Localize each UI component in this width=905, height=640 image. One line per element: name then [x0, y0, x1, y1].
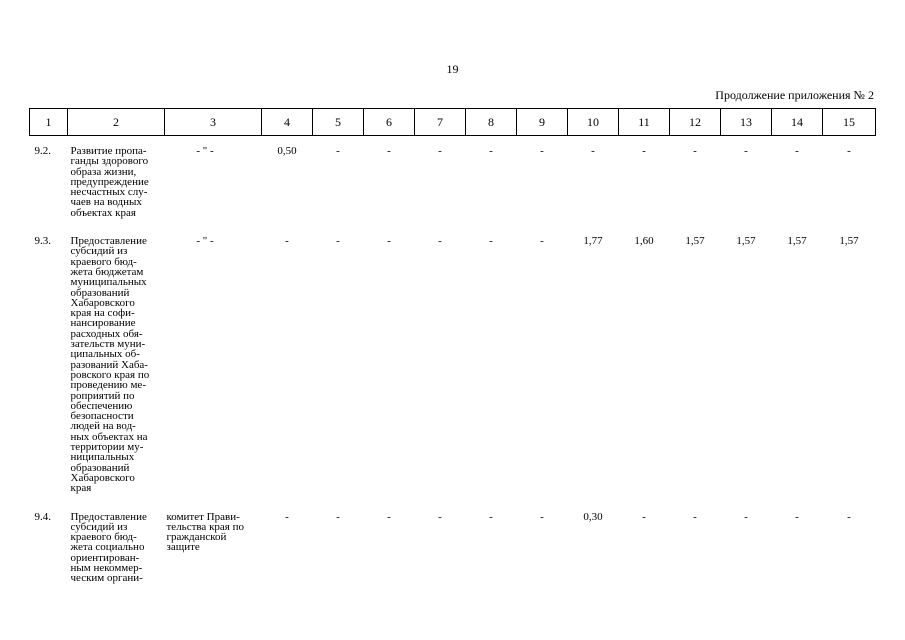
- value-cell: -: [591, 145, 595, 157]
- executor-line: комитет Прави-: [166, 510, 240, 523]
- value-cell: -: [540, 510, 544, 523]
- description-line: ным некоммер-: [70, 561, 143, 574]
- description-line: субсидий из: [70, 245, 128, 258]
- table-row: [30, 236, 876, 493]
- description-line: образа жизни,: [70, 165, 137, 178]
- row-gap: [30, 136, 876, 147]
- description-line: муниципальных: [70, 276, 147, 289]
- description-line: ровского края по: [70, 368, 150, 381]
- description-line: чаев на водных: [70, 196, 142, 209]
- description-line: расходных обя-: [70, 327, 143, 340]
- description-line: краевого бюд-: [70, 255, 137, 268]
- value-cell: -: [387, 145, 391, 157]
- description-line: ципальных об-: [70, 348, 140, 361]
- value-cell: -: [489, 510, 493, 523]
- executor-line: - " -: [196, 145, 214, 157]
- column-header: 10: [568, 109, 619, 136]
- value-cell: 1,57: [736, 235, 756, 248]
- column-header: 6: [364, 109, 415, 136]
- description-line: проведению ме-: [70, 379, 146, 392]
- description-line: ориентирован-: [70, 551, 140, 564]
- column-header: 7: [415, 109, 466, 136]
- column-header: 15: [823, 109, 876, 136]
- description-line: ных объектах на: [70, 430, 148, 443]
- description-line: Развитие пропа-: [70, 145, 147, 157]
- page-number: 19: [446, 62, 459, 76]
- value-cell: -: [387, 510, 391, 523]
- description-line: безопасности: [70, 410, 134, 423]
- value-cell: -: [489, 235, 493, 248]
- description-line: несчастных слу-: [70, 186, 148, 199]
- value-cell: -: [795, 510, 799, 523]
- column-header: 9: [517, 109, 568, 136]
- value-cell: 1,57: [787, 235, 807, 248]
- description-line: территории му-: [70, 441, 144, 454]
- row-gap: [30, 218, 876, 236]
- value-cell: 0,50: [277, 145, 297, 157]
- description-line: образований: [70, 286, 130, 299]
- description-line: разований Хаба-: [70, 358, 148, 371]
- value-cell: -: [336, 145, 340, 157]
- value-cell: -: [387, 235, 391, 248]
- value-cell: 1,77: [583, 235, 603, 248]
- value-cell: -: [693, 510, 697, 523]
- row-executor: [165, 236, 262, 493]
- executor-line: тельства края по: [166, 520, 244, 533]
- value-cell: -: [438, 510, 442, 523]
- description-line: Предоставление: [70, 235, 147, 248]
- value-cell: -: [336, 235, 340, 248]
- description-line: объектах края: [70, 206, 136, 219]
- value-cell: -: [642, 510, 646, 523]
- appendix-table: [29, 108, 876, 584]
- value-cell: 1,57: [839, 235, 859, 248]
- executor-line: гражданской: [166, 531, 227, 544]
- value-cell: -: [795, 145, 799, 157]
- row-description: [68, 512, 165, 584]
- value-cell: -: [489, 145, 493, 157]
- executor-line: - " -: [196, 235, 214, 248]
- value-cell: -: [693, 145, 697, 157]
- column-header: 2: [68, 109, 165, 136]
- column-header: 13: [721, 109, 772, 136]
- value-cell: -: [540, 145, 544, 157]
- value-cell: -: [847, 145, 851, 157]
- appendix-continuation-note: Продолжение приложения № 2: [715, 88, 874, 102]
- value-cell: -: [336, 510, 340, 523]
- description-line: жета социально: [70, 541, 145, 554]
- value-cell: -: [285, 510, 289, 523]
- column-header: 8: [466, 109, 517, 136]
- row-executor: [165, 512, 262, 584]
- description-line: зательств муни-: [70, 338, 146, 351]
- row-number: 9.3.: [34, 235, 51, 248]
- description-line: краевого бюд-: [70, 531, 137, 544]
- table-row: [30, 146, 876, 218]
- column-header: 12: [670, 109, 721, 136]
- row-executor: [165, 146, 262, 218]
- column-header: 3: [165, 109, 262, 136]
- table-body: [30, 136, 876, 584]
- row-description: [68, 146, 165, 218]
- value-cell: 0,30: [583, 510, 603, 523]
- row-description: [68, 236, 165, 493]
- value-cell: -: [540, 235, 544, 248]
- header-row: [30, 109, 876, 136]
- row-number: 9.2.: [34, 145, 51, 157]
- description-line: предупреждение: [70, 175, 149, 188]
- column-header: 11: [619, 109, 670, 136]
- column-header: 5: [313, 109, 364, 136]
- column-header: 14: [772, 109, 823, 136]
- description-line: Предоставление: [70, 510, 147, 523]
- value-cell: 1,60: [634, 235, 654, 248]
- value-cell: -: [438, 235, 442, 248]
- description-line: обеспечению: [70, 399, 133, 412]
- table-row: [30, 512, 876, 584]
- description-line: ганды здорового: [70, 155, 149, 168]
- description-line: ческим органи-: [70, 572, 143, 585]
- executor-line: защите: [166, 541, 200, 554]
- description-line: края: [70, 482, 92, 495]
- description-line: Хабаровского: [70, 471, 135, 484]
- description-line: ниципальных: [70, 451, 135, 464]
- description-line: Хабаровского: [70, 296, 135, 309]
- value-cell: -: [642, 145, 646, 157]
- row-gap: [30, 494, 876, 512]
- description-line: жета бюджетам: [70, 265, 144, 278]
- row-number: 9.4.: [34, 510, 51, 523]
- value-cell: -: [744, 510, 748, 523]
- description-line: нансирование: [70, 317, 136, 330]
- value-cell: -: [847, 510, 851, 523]
- value-cell: -: [744, 145, 748, 157]
- value-cell: -: [285, 235, 289, 248]
- value-cell: -: [438, 145, 442, 157]
- value-cell: 1,57: [685, 235, 705, 248]
- description-line: роприятий по: [70, 389, 135, 402]
- description-line: края на софи-: [70, 307, 135, 320]
- description-line: образований: [70, 461, 130, 474]
- column-header: 1: [30, 109, 68, 136]
- column-header: 4: [262, 109, 313, 136]
- description-line: субсидий из: [70, 520, 128, 533]
- description-line: людей на вод-: [70, 420, 136, 433]
